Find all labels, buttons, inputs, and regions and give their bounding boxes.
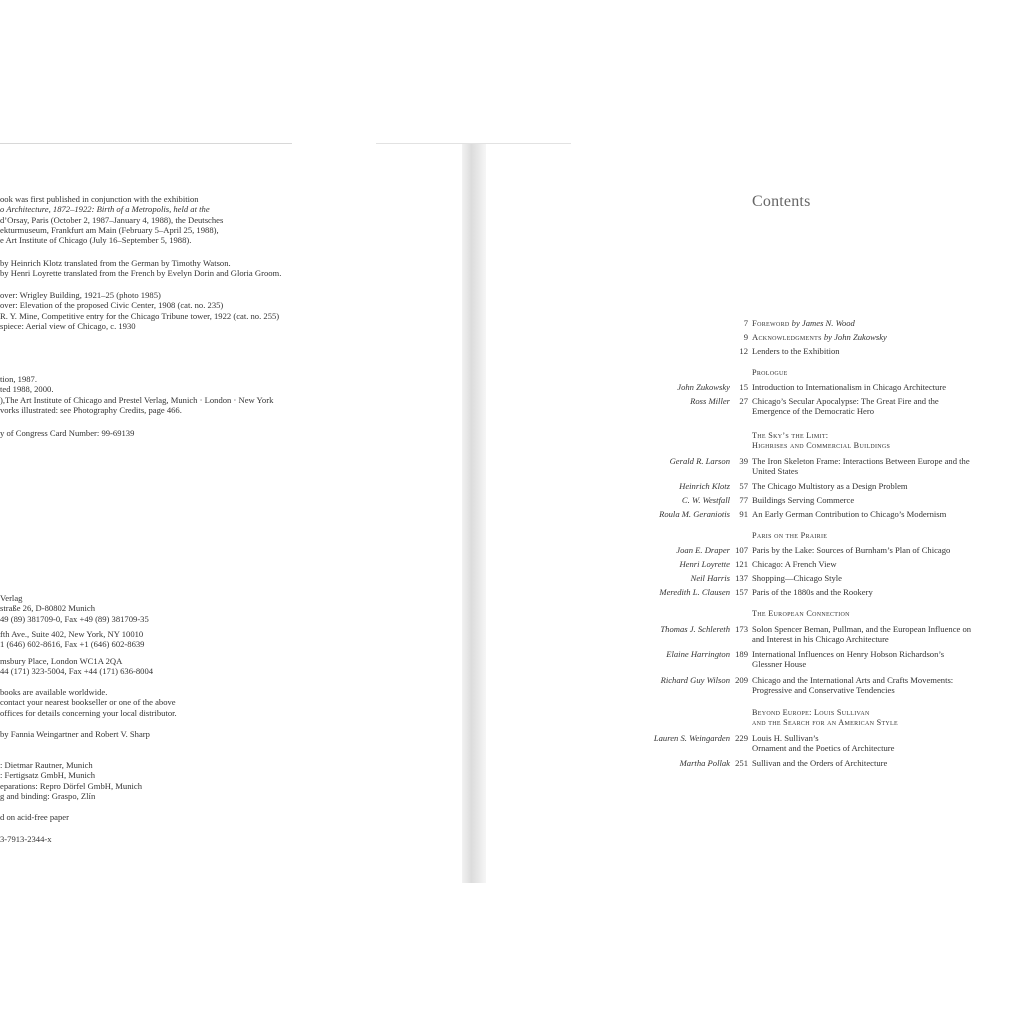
- toc-author: Joan E. Draper: [676, 545, 730, 555]
- publisher-new-york: [0, 629, 144, 650]
- translation-note: [0, 258, 281, 279]
- text-line: eparations: Repro Dörfel GmbH, Munich: [0, 780, 143, 791]
- toc-page-number: 157: [735, 587, 748, 597]
- editors-note: [0, 729, 150, 739]
- toc-page-number: 77: [739, 495, 748, 505]
- text-line: 1 (646) 602-8616, Fax +1 (646) 602-8639: [0, 639, 145, 650]
- toc-entry: Solon Spencer Beman, Pullman, and the European Influence on and Interest in his Chicago Architecture: [752, 624, 972, 645]
- toc-page-number: 107: [735, 545, 748, 555]
- text-line: d’Orsay, Paris (October 2, 1987–January 4, 1988), the Deutsches: [0, 214, 224, 225]
- toc-entry: Chicago: A French View: [752, 559, 837, 569]
- toc-author: Martha Pollak: [679, 758, 730, 768]
- cover-credits: [0, 290, 279, 331]
- section-heading: The Sky’s the Limit: Highrises and Commercial Buildings: [752, 431, 891, 451]
- toc-entry: Paris of the 1880s and the Rookery: [752, 587, 873, 597]
- page-title: Contents: [752, 193, 811, 210]
- toc-page-number: 9: [743, 332, 748, 342]
- toc-entry: Buildings Serving Commerce: [752, 495, 855, 505]
- toc-author: Roula M. Geraniotis: [659, 509, 730, 519]
- toc-entry: Introduction to Internationalism in Chicago Architecture: [752, 382, 947, 392]
- text-line: msbury Place, London WC1A 2QA: [0, 656, 123, 666]
- text-line: : Dietmar Rautner, Munich: [0, 760, 93, 770]
- publisher-munich: [0, 593, 149, 624]
- text-line: over: Wrigley Building, 1921–25 (photo 1985): [0, 290, 161, 300]
- toc-page-number: 251: [735, 758, 748, 768]
- section-heading: Paris on the Prairie: [752, 531, 828, 540]
- toc-entry: [752, 332, 1024, 342]
- text-line: R. Y. Mine, Competitive entry for the Chicago Tribune tower, 1922 (cat. no. 255): [0, 310, 280, 321]
- toc-author: Heinrich Klotz: [679, 481, 730, 491]
- toc-entry: Chicago and the International Arts and Crafts Movements: Progressive and Conservative Tendencies: [752, 675, 954, 696]
- text-line: contact your nearest bookseller or one of the above: [0, 697, 176, 708]
- text-line: books are available worldwide.: [0, 687, 108, 697]
- toc-author: Lauren S. Weingarden: [653, 733, 730, 743]
- text-line: by Fannia Weingartner and Robert V. Sharp: [0, 729, 150, 739]
- toc-author: Ross Miller: [690, 396, 730, 406]
- toc-entry: Louis H. Sullivan’s Ornament and the Poetics of Architecture: [752, 733, 895, 754]
- text-line: tion, 1987.: [0, 374, 38, 384]
- toc-page-number: 229: [735, 733, 748, 743]
- toc-entry: Paris by the Lake: Sources of Burnham’s Plan of Chicago: [752, 545, 951, 555]
- text-line: d on acid-free paper: [0, 812, 69, 822]
- toc-page-number: 189: [735, 649, 748, 659]
- distribution-note: [0, 687, 177, 718]
- text-line: 3-7913-2344-x: [0, 834, 52, 844]
- toc-entry: An Early German Contribution to Chicago’s Modernism: [752, 509, 947, 519]
- toc-page-number: 39: [739, 456, 748, 466]
- toc-page-number: 12: [739, 346, 748, 356]
- toc-entry: The Iron Skeleton Frame: Interactions Between Europe and the United States: [752, 456, 970, 477]
- toc-author: Gerald R. Larson: [669, 456, 730, 466]
- toc-author: Neil Harris: [690, 573, 730, 583]
- edition-note: [0, 374, 273, 415]
- toc-entry: [752, 318, 1024, 328]
- toc-page-number: 15: [739, 382, 748, 392]
- toc-byline: by John Zukowsky: [823, 332, 887, 342]
- toc-page-number: 137: [735, 573, 748, 583]
- section-heading: The European Connection: [752, 609, 850, 618]
- text-line: by Heinrich Klotz translated from the German by Timothy Watson.: [0, 258, 231, 268]
- toc-author: Meredith L. Clausen: [659, 587, 730, 597]
- text-line: g and binding: Graspo, Zlín: [0, 790, 96, 801]
- production-credits: [0, 760, 142, 801]
- publisher-london: [0, 656, 153, 677]
- toc-page-number: 27: [739, 396, 748, 406]
- toc-entry: Shopping—Chicago Style: [752, 573, 842, 583]
- book-gutter: [462, 143, 486, 883]
- text-line: ook was first published in conjunction with the exhibition: [0, 194, 199, 204]
- page-edge: [376, 143, 571, 144]
- exhibition-note: [0, 194, 223, 245]
- text-line: ted 1988, 2000.: [0, 384, 54, 395]
- section-heading: Prologue: [752, 368, 788, 377]
- toc-page-number: 121: [735, 559, 748, 569]
- text-line: spiece: Aerial view of Chicago, c. 1930: [0, 320, 136, 331]
- text-line: ekturmuseum, Frankfurt am Main (February 5–April 25, 1988),: [0, 224, 219, 235]
- text-line: by Henri Loyrette translated from the French by Evelyn Dorin and Gloria Groom.: [0, 268, 282, 279]
- page-edge: [0, 143, 292, 144]
- toc-author: Elaine Harrington: [666, 649, 730, 659]
- paper-note: [0, 812, 69, 822]
- text-line: offices for details concerning your local distributor.: [0, 707, 177, 718]
- toc-entry: The Chicago Multistory as a Design Problem: [752, 481, 908, 491]
- text-line: over: Elevation of the proposed Civic Center, 1908 (cat. no. 235): [0, 300, 224, 311]
- isbn: [0, 834, 52, 844]
- toc-author: Henri Loyrette: [679, 559, 730, 569]
- toc-page-number: 57: [739, 481, 748, 491]
- text-line: vorks illustrated: see Photography Credits, page 466.: [0, 404, 182, 415]
- text-line: 44 (171) 323-5004, Fax +44 (171) 636-8004: [0, 666, 154, 677]
- text-line: o Architecture, 1872–1922: Birth of a Metropolis, held at the: [0, 204, 210, 215]
- toc-label: Foreword: [752, 318, 790, 328]
- text-line: : Fertigsatz GmbH, Munich: [0, 770, 95, 781]
- toc-entry: Sullivan and the Orders of Architecture: [752, 758, 888, 768]
- toc-page-number: 91: [739, 509, 748, 519]
- toc-page-number: 7: [743, 318, 748, 328]
- toc-page-number: 209: [735, 675, 748, 685]
- toc-entry: [752, 346, 1024, 356]
- text-line: ),The Art Institute of Chicago and Prestel Verlag, Munich · London · New York: [0, 394, 274, 405]
- toc-author: Richard Guy Wilson: [660, 675, 730, 685]
- toc-entry: International Influences on Henry Hobson Richardson’s Glessner House: [752, 649, 945, 670]
- toc-label: Acknowledgments: [752, 332, 822, 342]
- library-of-congress: [0, 428, 134, 438]
- toc-byline: by James N. Wood: [791, 318, 855, 328]
- section-heading: Beyond Europe: Louis Sullivan and the Search for an American Style: [752, 708, 898, 728]
- text-line: 49 (89) 381709-0, Fax +49 (89) 381709-35: [0, 613, 149, 624]
- toc-author: Thomas J. Schlereth: [660, 624, 730, 634]
- text-line: Verlag: [0, 593, 23, 603]
- text-line: e Art Institute of Chicago (July 16–September 5, 1988).: [0, 235, 192, 246]
- text-line: y of Congress Card Number: 99-69139: [0, 428, 135, 438]
- text-line: fth Ave., Suite 402, New York, NY 10010: [0, 629, 144, 639]
- toc-page-number: 173: [735, 624, 748, 634]
- text-line: straße 26, D-80802 Munich: [0, 603, 95, 614]
- toc-author: C. W. Westfall: [681, 495, 730, 505]
- toc-label: Lenders to the Exhibition: [752, 346, 840, 356]
- toc-author: John Zukowsky: [677, 382, 730, 392]
- toc-entry: Chicago’s Secular Apocalypse: The Great Fire and the Emergence of the Democratic Hero: [752, 396, 939, 417]
